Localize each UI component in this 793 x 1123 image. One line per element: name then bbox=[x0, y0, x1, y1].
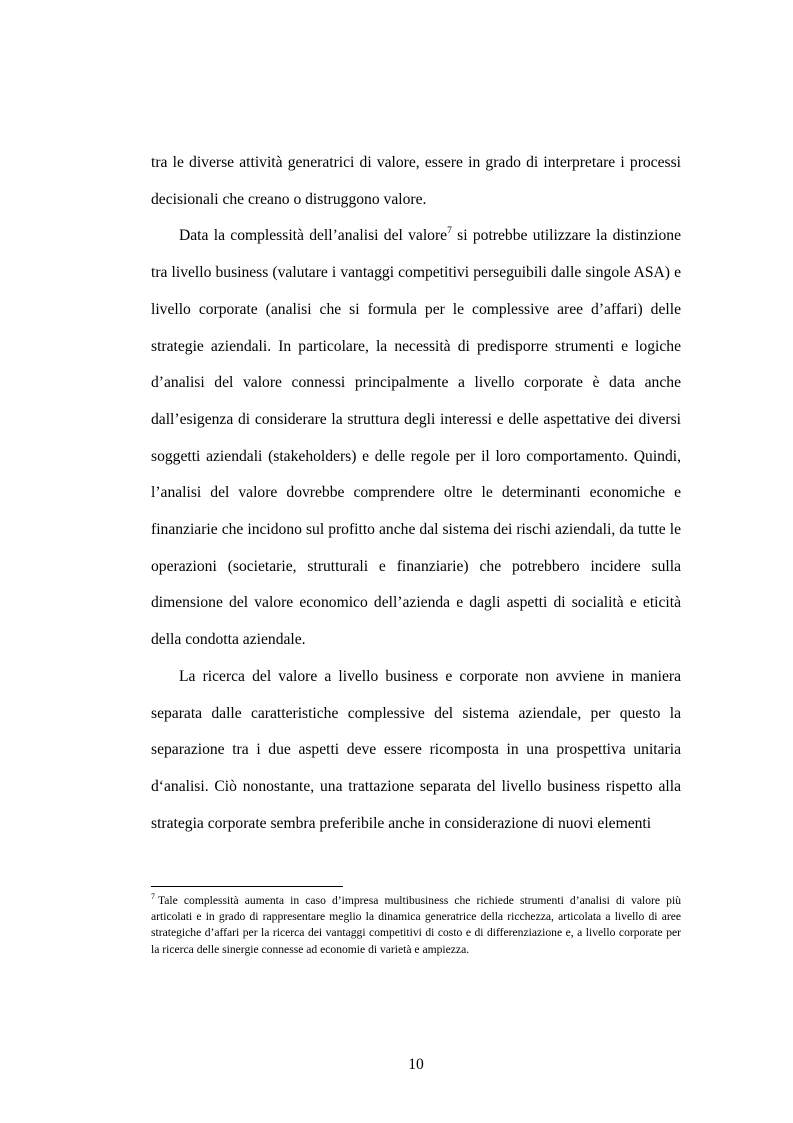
body-text bbox=[151, 145, 681, 842]
paragraph-text-after-ref: si potrebbe utilizzare la distinzione tra livello business (valutare i vantaggi competitivi perseguibili dalle singole ASA) e livello corporate (analisi che si formula per le complessive aree d’affari) delle strategie aziendali. In particolare, la necessità di predisporre strumenti e logiche d’analisi del valore connessi principalmente a livello corporate è data anche dall’esigenza di considerare la struttura degli interessi e delle aspettative dei diversi soggetti aziendali (stakeholders) e delle regole per il loro comportamento. Quindi, l’analisi del valore dovrebbe comprendere oltre le determinanti economiche e finanziarie che incidono sul profitto anche dal sistema dei rischi aziendali, da tutte le operazioni (societarie, strutturali e finanziarie) che potrebbero incidere sulla dimensione del valore economico dell’azienda e dagli aspetti di socialità e eticità della condotta aziendale. bbox=[151, 227, 681, 649]
paragraph-text-before-ref: Data la complessità dell’analisi del valore bbox=[179, 227, 448, 245]
paragraph-value-analysis bbox=[151, 218, 681, 658]
footnote-text: Tale complessità aumenta in caso d’impresa multibusiness che richiede strumenti d’analisi di valore più articolati e in grado di rappresentare meglio la dinamica generatrice della ricchezza, articolata a livello di aree strategiche d’affari per la ricerca dei vantaggi competitivi di costo e di differenziazione e, a livello corporate per la ricerca delle sinergie connesse ad economie di varietà e ampiezza. bbox=[151, 894, 681, 956]
footnote-reference[interactable]: 7 bbox=[447, 226, 452, 237]
page-number: 10 bbox=[408, 1056, 424, 1073]
footnote bbox=[151, 893, 681, 958]
footnote-separator bbox=[151, 886, 343, 887]
paragraph-business-corporate bbox=[151, 659, 681, 843]
paragraph-text: tra le diverse attività generatrici di valore, essere in grado di interpretare i processi decisionali che creano o distruggono valore. bbox=[151, 154, 681, 208]
footnote-mark: 7 bbox=[151, 892, 155, 901]
paragraph-continuation bbox=[151, 145, 681, 218]
paragraph-text: La ricerca del valore a livello business e corporate non avviene in maniera separata dalle caratteristiche complessive del sistema aziendale, per questo la separazione tra i due aspetti deve essere ricomposta in una prospettiva unitaria d‘analisi. Ciò nonostante, una trattazione separata del livello business rispetto alla strategia corporate sembra preferibile anche in considerazione di nuovi elementi bbox=[151, 667, 681, 832]
